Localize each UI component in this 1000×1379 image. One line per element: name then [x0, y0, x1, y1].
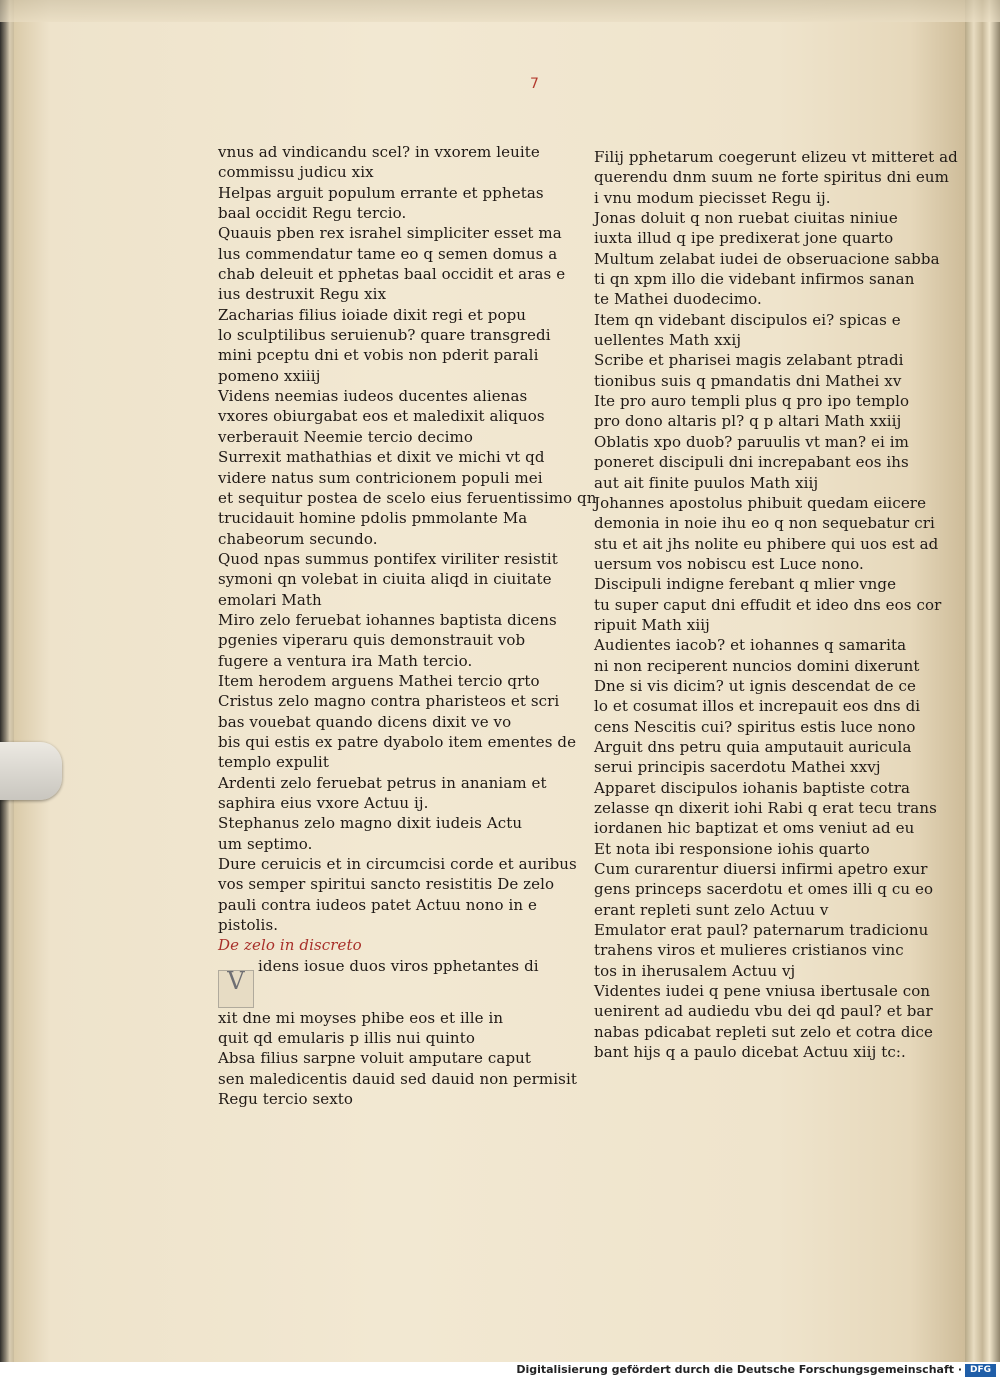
text-line: Discipuli indigne ferebant q mlier vnge — [594, 575, 897, 594]
text-line: chabeorum secundo. — [218, 529, 378, 548]
text-line: vnus ad vindicandu scel? in vxorem leuite — [218, 143, 540, 161]
text-line: Dne si vis dicim? ut ignis descendat de ce — [594, 676, 916, 695]
text-line: Videns neemias iudeos ducentes alienas — [218, 387, 528, 406]
text-line: Cum curarentur diuersi infirmi apetro exur — [594, 860, 928, 879]
text-line: trahens viros et mulieres cristianos vinc — [594, 941, 904, 960]
text-line: um septimo. — [218, 834, 313, 853]
text-line: pistolis. — [218, 916, 279, 935]
text-line: Cristus zelo magno contra pharisteos et scri — [218, 692, 560, 711]
text-line: bant hijs q a paulo dicebat Actuu xiij tc:. — [594, 1043, 906, 1062]
text-line: Oblatis xpo duob? paruulis vt man? ei im — [594, 432, 909, 451]
text-line: Ite pro auro templi plus q pro ipo templo — [594, 392, 910, 411]
text-line: vos semper spiritui sancto resistitis De zelo — [218, 875, 555, 894]
text-line: fugere a ventura ira Math tercio. — [218, 651, 473, 670]
text-line: Ardenti zelo feruebat petrus in ananiam et — [218, 773, 547, 792]
text-line: Helpas arguit populum errante et pphetas — [218, 183, 544, 202]
text-line: Stephanus zelo magno dixit iudeis Actu — [218, 814, 523, 833]
dfg-logo: DFG — [965, 1364, 996, 1377]
text-line: bis qui estis ex patre dyabolo item ementes de — [218, 732, 577, 751]
text-line: Apparet discipulos iohanis baptiste cotra — [594, 778, 911, 797]
text-line: templo expulit — [218, 753, 329, 772]
text-line: mini pceptu dni et vobis non pderit parali — [218, 346, 539, 365]
text-line: Audientes iacob? et iohannes q samarita — [594, 636, 907, 655]
text-line: aut ait finite puulos Math xiij — [594, 473, 819, 492]
text-line: Item herodem arguens Mathei tercio qrto — [218, 671, 540, 690]
book-clip — [0, 742, 62, 800]
text-line: pomeno xxiiij — [218, 366, 321, 385]
footer-credit: Digitalisierung gefördert durch die Deutsche Forschungsgemeinschaft · — [516, 1363, 962, 1376]
initial-letter: V — [218, 970, 254, 1008]
text-line: querendu dnm suum ne forte spiritus dni eum — [594, 168, 949, 187]
text-line: uenirent ad audiedu vbu dei qd paul? et bar — [594, 1002, 933, 1021]
text-line: Videns iosue duos viros pphetantes di — [218, 956, 558, 1008]
text-line: pauli contra iudeos patet Actuu nono in e — [218, 895, 537, 914]
text-line: Et nota ibi responsione iohis quarto — [594, 839, 870, 858]
text-line: uersum vos nobiscu est Luce nono. — [594, 554, 864, 573]
page-edges — [965, 0, 1000, 1362]
text-line: quit qd emularis p illis nui quinto — [218, 1029, 475, 1048]
text-line: Surrexit mathathias et dixit ve michi vt qd — [218, 448, 545, 467]
gutter-shadow — [0, 0, 14, 1362]
text-line: sen maledicentis dauid sed dauid non permisit — [218, 1069, 577, 1088]
right-text-column — [594, 147, 958, 1062]
text-line: Arguit dns petru quia amputauit auricula — [594, 737, 912, 756]
text-line: erant repleti sunt zelo Actuu v — [594, 900, 829, 919]
text-line: Item qn videbant discipulos ei? spicas e — [594, 310, 901, 329]
text-line: verberauit Neemie tercio decimo — [218, 427, 474, 446]
left-text-column — [218, 142, 597, 1109]
text-line: commissu judicu xix — [218, 163, 374, 182]
text-line: Miro zelo feruebat iohannes baptista dicens — [218, 610, 557, 629]
text-line: tu super caput dni effudit et ideo dns eos cor — [594, 595, 942, 614]
text-line: iordanen hic baptizat et oms veniut ad eu — [594, 819, 915, 838]
text-line: Johannes apostolus phibuit quedam eiicere — [594, 493, 927, 512]
text-line: trucidauit homine pdolis pmmolante Ma — [218, 509, 528, 528]
text-line: te Mathei duodecimo. — [594, 290, 762, 309]
text-line: tionibus suis q pmandatis dni Mathei xv — [594, 371, 902, 390]
text-line: Quauis pben rex israhel simpliciter esset ma — [218, 224, 562, 243]
footer-bar — [0, 1362, 1000, 1379]
text-line: et sequitur postea de scelo eius feruentissimo qn — [218, 488, 597, 507]
text-line: symoni qn volebat in ciuita aliqd in ciuitate — [218, 570, 552, 589]
text-line: serui principis sacerdotu Mathei xxvj — [594, 758, 881, 777]
text-line: zelasse qn dixerit iohi Rabi q erat tecu trans — [594, 799, 937, 817]
text-line: ti qn xpm illo die videbant infirmos sanan — [594, 270, 915, 289]
text-line: Videntes iudei q pene vniusa ibertusale con — [594, 982, 931, 1001]
text-line: bas vouebat quando dicens dixit ve vo — [218, 712, 512, 731]
top-edge — [0, 0, 1000, 22]
text-line: lo sculptilibus seruienub? quare transgredi — [218, 326, 551, 345]
text-line: ni non reciperent nuncios domini dixerunt — [594, 656, 920, 675]
text-line: cens Nescitis cui? spiritus estis luce nono — [594, 717, 916, 736]
text-line: uellentes Math xxij — [594, 331, 742, 350]
text-line: pgenies viperaru quis demonstrauit vob — [218, 631, 526, 650]
text-line: tos in iherusalem Actuu vj — [594, 961, 796, 980]
text-line: chab deleuit et pphetas baal occidit et aras e — [218, 265, 566, 284]
text-line: Scribe et pharisei magis zelabant ptradi — [594, 351, 904, 370]
text-line: demonia in noie ihu eo q non sequebatur cri — [594, 514, 935, 533]
text-line: i vnu modum piecisset Regu ij. — [594, 188, 831, 207]
text-line: Dure ceruicis et in circumcisi corde et auribus — [218, 855, 577, 874]
page-marker: 7 — [530, 76, 539, 92]
text-line: Absa filius sarpne voluit amputare caput — [218, 1049, 532, 1068]
text-line: Multum zelabat iudei de obseruacione sabba — [594, 249, 940, 268]
text-line: Emulator erat paul? paternarum tradicionu — [594, 921, 929, 940]
text-line: lus commendatur tame eo q semen domus a — [218, 244, 558, 263]
text-line: stu et ait jhs nolite eu phibere qui uos est ad — [594, 534, 939, 553]
text-line: videre natus sum contricionem populi mei — [218, 468, 543, 487]
text-line: Regu tercio sexto — [218, 1090, 354, 1109]
text-line: xit dne mi moyses phibe eos et ille in — [218, 1008, 504, 1027]
text-line: gens princeps sacerdotu et omes illi q cu eo — [594, 880, 934, 899]
text-line: emolari Math — [218, 590, 322, 609]
text-line: Quod npas summus pontifex viriliter resistit — [218, 549, 558, 568]
text-line: ius destruxit Regu xix — [218, 285, 387, 304]
text-line: baal occidit Regu tercio. — [218, 204, 407, 223]
rubric-heading: De zelo in discreto — [218, 936, 362, 955]
text-line: Filij pphetarum coegerunt elizeu vt mitteret ad — [594, 148, 958, 166]
text-line: nabas pdicabat repleti sut zelo et cotra dice — [594, 1022, 933, 1041]
text-line: vxores obiurgabat eos et maledixit aliquos — [218, 407, 545, 426]
text-line: pro dono altaris pl? q p altari Math xxiij — [594, 412, 902, 431]
text-line: lo et cosumat illos et increpauit eos dns di — [594, 697, 921, 716]
text-line: saphira eius vxore Actuu ij. — [218, 794, 429, 812]
text-line: Zacharias filius ioiade dixit regi et popu — [218, 305, 527, 324]
text-line: Jonas doluit q non ruebat ciuitas niniue — [594, 209, 898, 228]
text-line: poneret discipuli dni increpabant eos ihs — [594, 453, 909, 472]
text-line: iuxta illud q ipe predixerat jone quarto — [594, 229, 894, 248]
text-line: ripuit Math xiij — [594, 615, 710, 634]
